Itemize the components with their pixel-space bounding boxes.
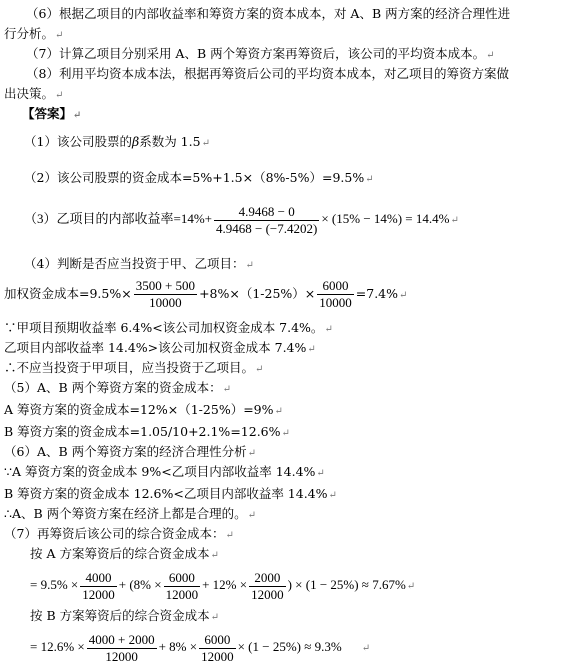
irr-fraction: $\frac{4.9468 - 0}{4.9468 - (-7.4202)}$ [216,203,318,236]
answer-6-line-3: ∴A、B 两个筹资方案在经济上都是合理的。↵ [4,506,257,521]
answer-4-wacc-equation: 加权资金成本=9.5%× $\frac{3500 + 500}{10000}$ +8%×（1-25%）× $\frac{6000}{10000}$ =7.4%↵ [4,278,408,310]
answer-7-plan-a-equation: = 9.5% × $\frac{4000}{12000}$ + (8% × $\frac{6000}{12000}$ + 12% × $\frac{2000}{12000}$ ) × (1 − 25%) ≈ 7.67%↵ [30,569,416,602]
beta-symbol: β [131,134,140,149]
plan-a-fraction-1: $\frac{4000}{12000}$ [82,569,115,602]
answer-7-heading: （7）再筹资后该公司的综合资金成本：↵ [4,526,234,541]
plan-b-fraction-2: $\frac{6000}{12000}$ [201,631,234,664]
answer-5-heading: （5）A、B 两个筹资方案的资金成本：↵ [4,380,232,395]
answer-1: （1）该公司股票的β系数为 1.5↵ [24,134,210,149]
answer-7-plan-a-heading: 按 A 方案筹资后的综合资金成本↵ [30,546,219,561]
answer-4-heading: （4）判断是否应当投资于甲、乙项目：↵ [24,256,254,271]
plan-a-fraction-3: $\frac{2000}{12000}$ [251,569,284,602]
answer-4-line-2: 乙项目内部收益率 14.4%>该公司加权资金成本 7.4%↵ [4,340,316,355]
plan-a-fraction-2: $\frac{6000}{12000}$ [165,569,199,602]
answer-6-line-2: B 筹资方案的资金成本 12.6%<乙项目内部收益率 14.4%↵ [4,486,337,501]
answer-heading: 【答案】↵ [22,106,82,121]
question-6-line-1: （6）根据乙项目的内部收益率和筹资方案的资本成本，对 A、B 两方案的经济合理性进 [26,6,511,21]
answer-4-line-3: ∴不应当投资于甲项目，应当投资于乙项目。↵ [4,360,264,375]
answer-5-line-2: B 筹资方案的资金成本=1.05/10+2.1%=12.6%↵ [4,424,290,439]
answer-6-line-1: ∵A 筹资方案的资金成本 9%<乙项目内部收益率 14.4%↵ [4,464,325,479]
question-8-line-1: （8）利用平均资本成本法，根据再筹资后公司的平均资本成本，对乙项目的筹资方案做 [26,66,509,81]
question-8-line-2: 出决策。↵ [4,86,64,101]
question-7: （7）计算乙项目分别采用 A、B 两个筹资方案再筹资后，该公司的平均资本成本。↵ [26,46,495,61]
answer-4-line-1: ∵甲项目预期收益率 6.4%<该公司加权资金成本 7.4%。↵ [4,320,333,335]
answer-7-plan-b-heading: 按 B 方案筹资后的综合资金成本↵ [30,608,220,623]
question-6-line-2: 行分析。↵ [4,26,64,41]
answer-5-line-1: A 筹资方案的资金成本=12%×（1-25%）=9%↵ [4,402,283,417]
answer-6-heading: （6）A、B 两个筹资方案的经济合理性分析↵ [4,444,257,459]
wacc-fraction-2: $\frac{6000}{10000}$ [319,278,352,310]
plan-b-fraction-1: $\frac{4000 + 2000}{12000}$ [88,631,155,664]
answer-7-plan-b-equation: = 12.6% × $\frac{4000 + 2000}{12000}$ + 8% × $\frac{6000}{12000}$ × (1 − 25%) ≈ 9.3% ↵ [30,631,371,664]
answer-2: （2）该公司股票的资金成本=5%+1.5×（8%-5%）=9.5%↵ [24,170,374,185]
wacc-fraction-1: $\frac{3500 + 500}{10000}$ [135,278,196,310]
answer-3-equation: （3）乙项目的内部收益率=14%+ $\frac{4.9468 - 0}{4.9468 - (-7.4202)}$ × (15% − 14%) = 14.4%↵ [24,203,459,236]
